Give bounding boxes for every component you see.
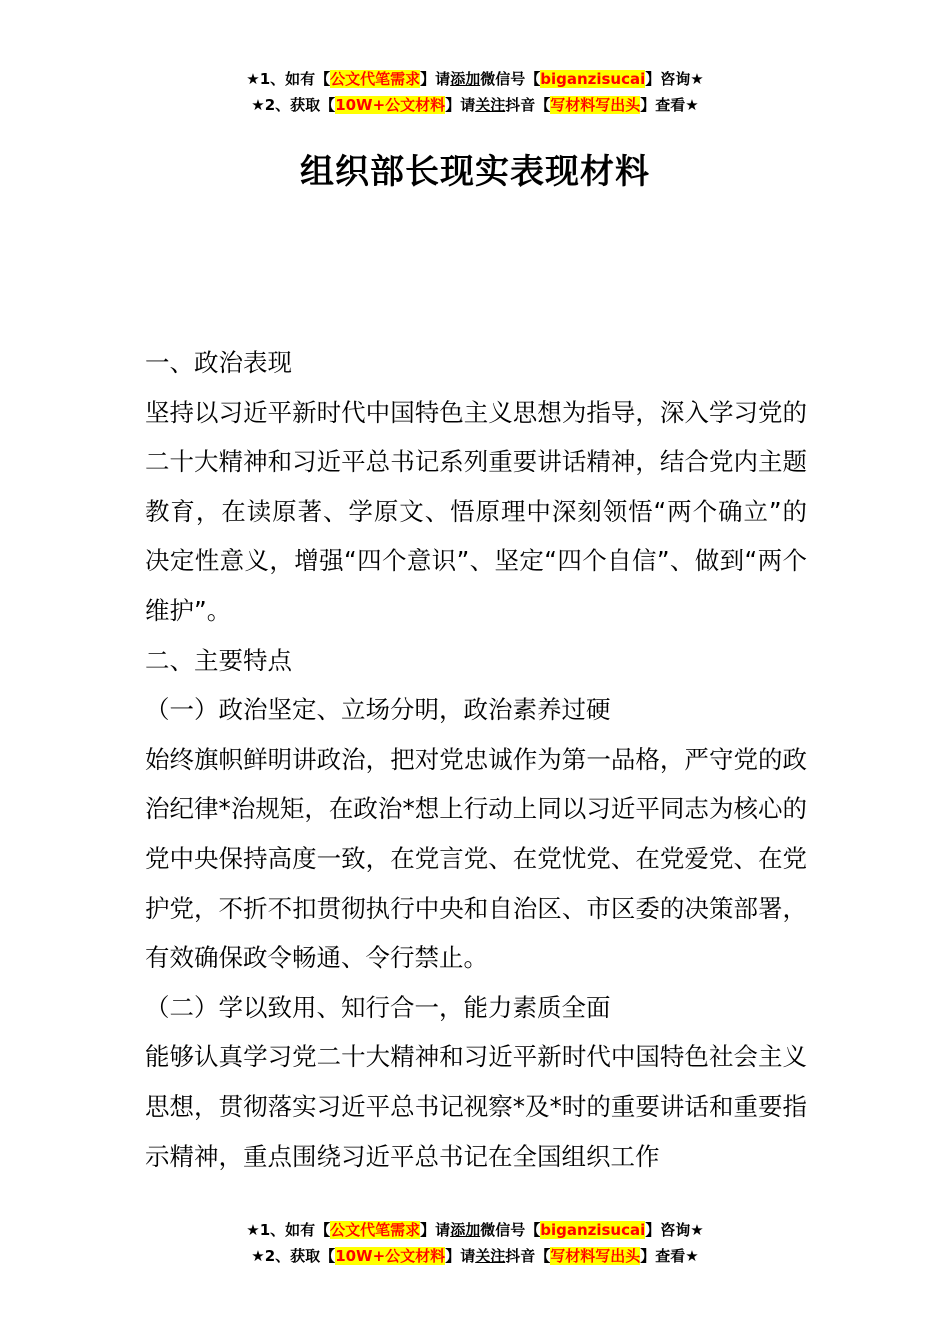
promo-text: 】请 [445, 1247, 476, 1265]
promo-highlight: biganzisucai [540, 70, 646, 88]
document-title: 组织部长现实表现材料 [300, 152, 650, 192]
promo-text: ★2、获取【 [251, 1247, 336, 1265]
promo-emphasis: 关注 [475, 96, 506, 114]
promo-text: ★1、如有【 [246, 70, 331, 88]
section-heading-features: 二、主要特点 [145, 645, 292, 675]
promo-text: 抖音【 [505, 96, 551, 114]
promo-highlight: 公文代笔需求 [330, 70, 421, 88]
document-body [145, 338, 807, 1181]
section-heading-political: 一、政治表现 [145, 348, 292, 377]
promo-line-2 [0, 1243, 950, 1269]
promo-text: 微信号【 [480, 70, 541, 88]
promo-highlight: 写材料写出头 [550, 1247, 641, 1265]
promo-text: ★2、获取【 [251, 96, 336, 114]
paragraph-1: 始终旗帜鲜明讲政治，把对党忠诚作为第一品格，严守党的政治纪律*治规矩，在政治*想上行动上同以习近平同志为核心的党中央保持高度一致，在党言党、在党忧党、在党爱党、在党护党，不折不扣贯彻执行中央和自治区、市区委的决策部署，有效确保政令畅通、令行禁止。 [145, 744, 807, 973]
promo-text: 微信号【 [480, 1221, 541, 1239]
promo-text: ★1、如有【 [246, 1221, 331, 1239]
promo-text: 抖音【 [505, 1247, 551, 1265]
promo-line-2 [0, 92, 950, 118]
promo-line-1 [0, 66, 950, 92]
promo-text: 】请 [445, 96, 476, 114]
promo-text: 】查看★ [640, 1247, 699, 1265]
promo-emphasis: 添加 [450, 1221, 481, 1239]
promo-banner-top [0, 66, 950, 118]
promo-text: 】请 [420, 1221, 451, 1239]
promo-emphasis: 添加 [450, 70, 481, 88]
promo-highlight: biganzisucai [540, 1221, 646, 1239]
promo-line-1 [0, 1217, 950, 1243]
promo-highlight: 写材料写出头 [550, 96, 641, 114]
paragraph-2: 能够认真学习党二十大精神和习近平新时代中国特色社会主义思想，贯彻落实习近平总书记视察*及*时的重要讲话和重要指示精神，重点围绕习近平总书记在全国组织工作 [145, 1042, 807, 1171]
promo-text: 】咨询★ [645, 1221, 704, 1239]
promo-text: 】请 [420, 70, 451, 88]
promo-banner-bottom [0, 1217, 950, 1269]
promo-highlight: 公文代笔需求 [330, 1221, 421, 1239]
subheading-2: （二）学以致用、知行合一，能力素质全面 [145, 992, 611, 1022]
promo-emphasis: 关注 [475, 1247, 506, 1265]
promo-highlight: 10W+公文材料 [335, 96, 446, 114]
subheading-1: （一）政治坚定、立场分明，政治素养过硬 [145, 695, 611, 725]
paragraph-political: 坚持以习近平新时代中国特色主义思想为指导，深入学习党的二十大精神和习近平总书记系列重要讲话精神，结合党内主题教育，在读原著、学原文、悟原理中深刻领悟“两个确立”的决定性意义，增强“四个意识”、坚定“四个自信”、做到“两个维护”。 [145, 397, 807, 625]
promo-highlight: 10W+公文材料 [335, 1247, 446, 1265]
promo-text: 】查看★ [640, 96, 699, 114]
promo-text: 】咨询★ [645, 70, 704, 88]
